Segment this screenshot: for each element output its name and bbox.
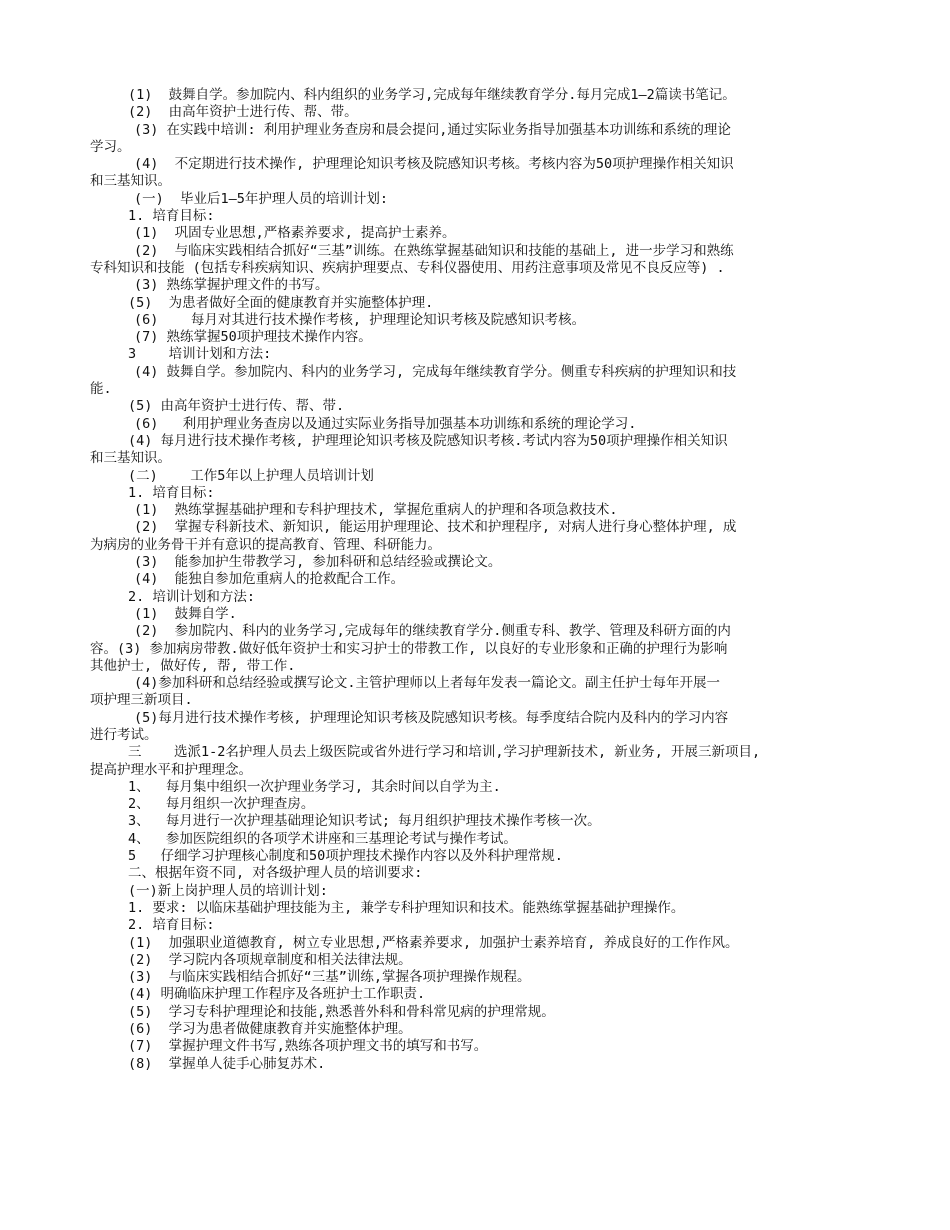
text-line: (2) 掌握专科新技术、新知识, 能运用护理理论、技术和护理程序, 对病人进行身心整体护理, 成 [134,519,737,536]
text-line: (二) 工作5年以上护理人员培训计划 [128,467,374,484]
text-line: (1) 鼓舞自学。参加院内、科内组织的业务学习,完成每年继续教育学分.每月完成1—2篇读书笔记。 [128,87,736,103]
text-line: (4) 不定期进行技术操作, 护理理论知识考核及院感知识考核。考核内容为50项护理操作相关知识 [134,156,734,173]
text-line: 5 仔细学习护理核心制度和50项护理技术操作内容以及外科护理常规. [128,848,563,865]
text-line: (5) 为患者做好全面的健康教育并实施整体护理. [128,294,434,311]
text-line: 4、 参加医院组织的各项学术讲座和三基理论考试与操作考试。 [128,830,517,847]
text-line: 3 培训计划和方法: [128,346,272,363]
text-line: (1) 加强职业道德教育, 树立专业思想,严格素养要求, 加强护士素养培育, 养成良好的工作作风。 [128,934,739,951]
text-line: (4) 明确临床护理工作程序及各班护士工作职责. [128,986,426,1003]
text-line: 二、根据年资不同, 对各级护理人员的培训要求: [128,865,423,882]
text-line: 为病房的业务骨干并有意识的提高教育、管理、科研能力。 [90,536,441,553]
text-line: 2. 培育目标: [128,917,215,934]
text-line: 和三基知识。 [90,450,171,467]
text-line: (2) 与临床实践相结合抓好“三基”训练。在熟练掌握基础知识和技能的基础上, 进一步学习和熟练 [134,242,734,259]
text-line: 其他护士, 做好传, 帮, 带工作. [90,657,296,674]
text-line: (4) 能独自参加危重病人的抢救配合工作。 [134,571,405,588]
text-line: (4)参加科研和总结经验或撰写论文.主管护理师以上者每年发表一篇论文。副主任护士每年开展一 [134,675,721,692]
text-line: (4) 鼓舞自学。参加院内、科内的业务学习, 完成每年继续教育学分。侧重专科疾病的护理知识和技 [134,363,737,380]
text-line: (2) 参加院内、科内的业务学习,完成每年的继续教育学分.侧重专科、教学、管理及科研方面的内 [134,623,731,640]
text-line: 项护理三新项目. [90,692,193,709]
text-line: 能. [90,381,112,398]
text-line: (8) 掌握单人徒手心肺复苏术. [128,1055,326,1072]
text-line: 1. 要求: 以临床基础护理技能为主, 兼学专科护理知识和技术。能熟练掌握基础护理操作。 [128,899,685,916]
text-line: 和三基知识。 [90,173,171,190]
text-line: (6) 利用护理业务查房以及通过实际业务指导加强基本功训练和系统的理论学习. [134,415,637,432]
text-line: (1) 熟练掌握基础护理和专科护理技术, 掌握危重病人的护理和各项急救技术. [134,502,618,519]
text-line: (一)新上岗护理人员的培训计划: [128,882,328,899]
text-line: 3、 每月进行一次护理基础理论知识考试; 每月组织护理技术操作考核一次。 [128,813,601,830]
text-line: (1) 鼓舞自学. [134,605,237,622]
text-line: (2) 由高年资护士进行传、帮、带。 [128,104,358,121]
text-line: 学习。 [90,138,131,155]
text-line: (1) 巩固专业思想,严格素养要求, 提高护士素养。 [134,225,456,242]
text-line: (2) 学习院内各项规章制度和相关法律法规。 [128,951,412,968]
text-line: (6) 学习为患者做健康教育并实施整体护理。 [128,1021,412,1038]
text-line: (一) 毕业后1—5年护理人员的培训计划: [134,190,389,207]
text-line: (3) 在实践中培训: 利用护理业务查房和晨会提问,通过实际业务指导加强基本功训练和系统的理论 [134,121,731,138]
text-line: (3) 熟练掌握护理文件的书写。 [134,277,329,294]
text-line: 三 选派1-2名护理人员去上级医院或省外进行学习和培训,学习护理新技术, 新业务, 开展三新项目, [128,744,761,761]
text-line: (3) 与临床实践相结合抓好“三基”训练,掌握各项护理操作规程。 [128,969,531,986]
text-line: 2、 每月组织一次护理查房。 [128,796,315,813]
text-line: 2. 培训计划和方法: [128,588,256,605]
text-line: (5) 学习专科护理理论和技能,熟悉普外科和骨科常见病的护理常规。 [128,1003,555,1020]
text-line: 容。(3) 参加病房带教.做好低年资护士和实习护士的带教工作, 以良好的专业形象和正确的护理行为影响 [90,640,728,657]
text-line: (3) 能参加护生带教学习, 参加科研和总结经验或撰论文。 [134,554,502,571]
text-line: 专科知识和技能 (包括专科疾病知识、疾病护理要点、专科仪器使用、用药注意事项及常见不良反应等) . [90,259,725,276]
text-line: 进行考试。 [90,726,158,743]
document-body [90,87,870,1073]
text-line: (6) 每月对其进行技术操作考核, 护理理论知识考核及院感知识考核。 [134,311,586,328]
text-line: (7) 掌握护理文件书写,熟练各项护理文书的填写和书写。 [128,1038,488,1055]
text-line: (5)每月进行技术操作考核, 护理理论知识考核及院感知识考核。每季度结合院内及科内的学习内容 [134,709,729,726]
text-line: (4) 每月进行技术操作考核, 护理理论知识考核及院感知识考核.考试内容为50项护理操作相关知识 [128,432,728,449]
text-line: 1. 培育目标: [128,484,215,501]
text-line: 提高护理水平和护理理念。 [90,761,252,778]
text-line: 1、 每月集中组织一次护理业务学习, 其余时间以自学为主. [128,778,501,795]
text-line: (5) 由高年资护士进行传、帮、带. [128,398,345,415]
text-line: 1. 培育目标: [128,208,215,225]
text-line: (7) 熟练掌握50项护理技术操作内容。 [134,329,372,346]
